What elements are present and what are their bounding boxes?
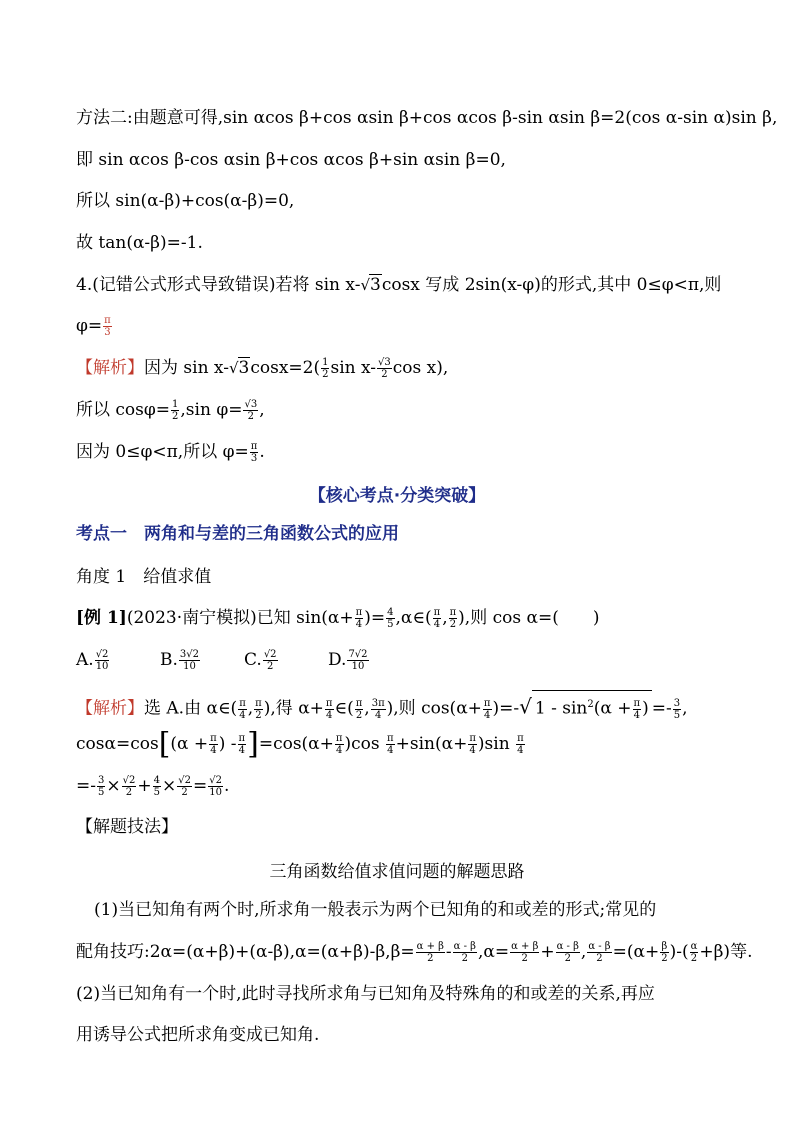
kaodian-heading: 考点一 两角和与差的三角函数公式的应用 <box>76 524 399 544</box>
example1-statement: [例 1](2023·南宁模拟)已知 sin(α+ $\frac{\pi}{4}$ )= $\frac{4}{5}$ ,α∈( $\frac{\pi}{4}$ , $\frac{\pi}{2}$ ),则 cos α=( ) <box>76 607 600 630</box>
q4-statement: 4.(记错公式形式导致错误)若将 sin x-√3cosx 写成 2sin(x-φ)的形式,其中 0≤φ<π,则 <box>76 275 722 295</box>
option-b[interactable]: B. $\frac{3√2}{10}$ <box>160 649 200 672</box>
method2-line2: 即 sin αcos β-cos αsin β+cos αcos β+sin αsin β=0, <box>76 150 506 170</box>
tips-p2-line2: 用诱导公式把所求角变成已知角. <box>76 1025 320 1045</box>
solution-tag: 【解析】 <box>76 358 144 378</box>
tips-p1-line1: (1)当已知角有两个时,所求角一般表示为两个已知角的和或差的形式;常见的 <box>94 900 657 920</box>
example1-solution-line1: 【解析】选 A.由 α∈( $\frac{\pi}{4}$ , $\frac{\pi}{2}$ ),得 α+ $\frac{\pi}{4}$ ∈( $\frac{\pi}{2}$ , $\frac{3\pi}{4}$ ),则 cos(α+ $\frac{\pi}{4}$ )=-√ $1 - \sin^2(\alpha$ + $\frac{\pi}{4}$ ) =- $\frac{3}{5}$ , <box>76 690 688 721</box>
tips-heading: 三角函数给值求值问题的解题思路 <box>269 862 525 882</box>
option-a[interactable]: A. $\frac{√2}{10}$ <box>76 649 109 672</box>
jiaodu-heading: 角度 1 给值求值 <box>76 567 212 587</box>
answer-fraction: $\frac{\pi}{3}$ <box>104 315 111 338</box>
q4-solution-line2: 所以 cosφ= $\frac{1}{2}$ ,sin φ= $\frac{√3}{2}$ , <box>76 399 265 422</box>
option-c[interactable]: C. $\frac{√2}{2}$ <box>244 649 277 672</box>
section-title: 【核心考点·分类突破】 <box>308 486 486 506</box>
tips-tag: 【解题技法】 <box>76 817 178 837</box>
method2-line4: 故 tan(α-β)=-1. <box>76 233 203 253</box>
method2-line3: 所以 sin(α-β)+cos(α-β)=0, <box>76 191 295 211</box>
q4-answer: φ= $\frac{\pi}{3}$ <box>76 315 111 338</box>
q4-solution-line3: 因为 0≤φ<π,所以 φ= $\frac{\pi}{3}$ . <box>76 441 265 464</box>
solution-tag: 【解析】 <box>76 698 144 719</box>
method2-line1: 方法二:由题意可得,sin αcos β+cos αsin β+cos αcos β-sin αsin β=2(cos α-sin α)sin β, <box>76 108 778 128</box>
tips-p2-line1: (2)当已知角有一个时,此时寻找所求角与已知角及特殊角的和或差的关系,再应 <box>76 984 655 1004</box>
example1-solution-line2: cosα=cos[(α + $\frac{\pi}{4}$ ) - $\frac{\pi}{4}$ ]=cos(α+ $\frac{\pi}{4}$ )cos $\frac{\pi}{4}$ +sin(α+ $\frac{\pi}{4}$ )sin $\frac{\pi}{4}$ <box>76 726 524 762</box>
example1-solution-line3: =- $\frac{3}{5}$ × $\frac{√2}{2}$ + $\frac{4}{5}$ × $\frac{√2}{2}$ = $\frac{√2}{10}$ . <box>76 775 230 798</box>
q4-solution-line1: 【解析】因为 sin x-√3cosx=2( $\frac{1}{2}$ sin x- $\frac{√3}{2}$ cos x), <box>76 357 449 380</box>
option-d[interactable]: D. $\frac{7√2}{10}$ <box>328 649 368 672</box>
tips-p1-line2: 配角技巧:2α=(α+β)+(α-β),α=(α+β)-β,β= $\frac{\alpha + \beta}{2}$ - $\frac{\alpha - \beta}{2}$ ,α= $\frac{\alpha + \beta}{2}$ + $\frac{\alpha - \beta}{2}$ , $\frac{\alpha - \beta}{2}$ =(α+ $\frac{\beta}{2}$ )-( $\frac{\alpha}{2}$ +β)等. <box>76 941 753 964</box>
